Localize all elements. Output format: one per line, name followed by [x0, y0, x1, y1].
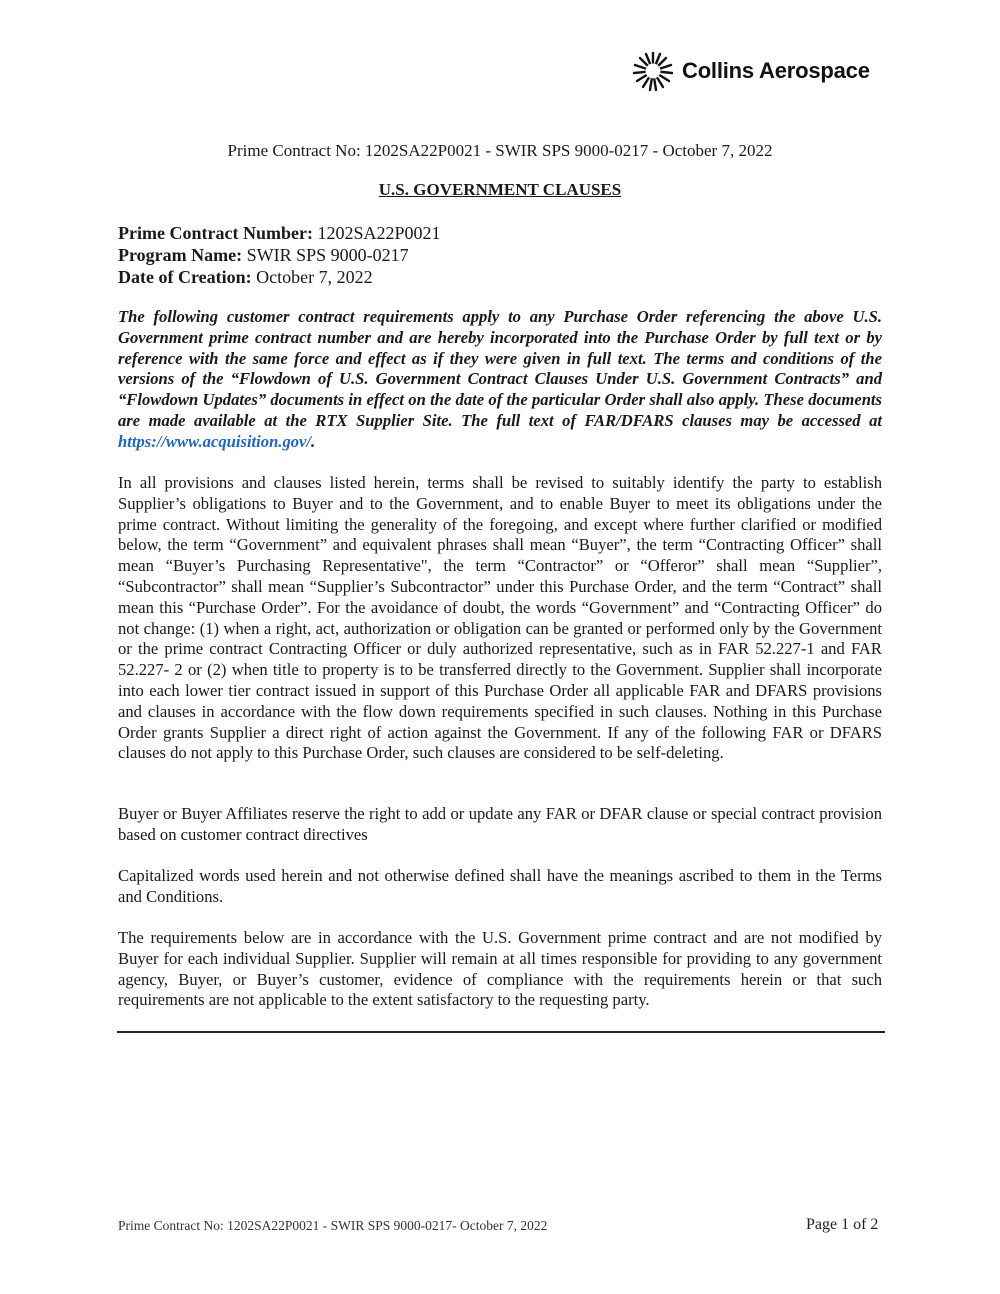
prime-contract-value: 1202SA22P0021 — [312, 223, 441, 243]
intro-paragraph — [118, 307, 882, 453]
capitalized-words-paragraph: Capitalized words used herein and not otherwise defined shall have the meanings ascribed to them in the Terms and Conditions. — [118, 866, 882, 906]
footer-contract-line: Prime Contract No: 1202SA22P0021 - SWIR SPS 9000-0217- October 7, 2022 — [118, 1218, 548, 1233]
sunburst-icon — [630, 50, 676, 92]
date-of-creation-row — [118, 266, 440, 288]
header-contract-line: Prime Contract No: 1202SA22P0021 - SWIR SPS 9000-0217 - October 7, 2022 — [227, 141, 773, 160]
acquisition-link[interactable]: https://www.acquisition.gov/ — [118, 431, 312, 451]
page-number: Page 1 of 2 — [806, 1216, 879, 1233]
program-name-value: SWIR SPS 9000-0217 — [242, 245, 409, 265]
prime-contract-row — [118, 222, 440, 244]
title-text: U.S. GOVERNMENT CLAUSES — [378, 180, 622, 199]
requirements-paragraph: The requirements below are in accordance with the U.S. Government prime contract and are not modified by Buyer for each individual Supplier. Supplier will remain at all times responsible for providing to any government agency, Buyer, or Buyer’s customer, evidence of compliance with the requirements herein or that such requirements are not applicable to the extent satisfactory to the requesting party. — [118, 928, 882, 1010]
date-of-creation-value: October 7, 2022 — [251, 267, 373, 287]
page-title — [118, 180, 882, 200]
company-logo — [630, 50, 870, 92]
section-divider — [117, 1031, 885, 1033]
definitions-paragraph: In all provisions and clauses listed herein, terms shall be revised to suitably identify the party to establish Supplier’s obligations to Buyer and to the Government, and to enable Buyer to meet its obligations under the prime contract. Without limiting the generality of the foregoing, and except where further clarified or modified below, the term “Government” and equivalent phrases shall mean “Buyer”, the term “Contracting Officer” shall mean “Buyer’s Purchasing Representative", the term “Contractor” or “Offeror” shall mean “Supplier”, “Subcontractor” shall mean “Supplier’s Subcontractor” under this Purchase Order, and the term “Contract” shall mean this “Purchase Order”. For the avoidance of doubt, the words “Government” and “Contracting Officer” do not change: (1) when a right, act, authorization or obligation can be granted or performed only by the Government or the prime contract Contracting Officer or duly authorized representative, such as in FAR 52.227-1 and FAR 52.227- 2 or (2) when title to property is to be transferred directly to the Government. Supplier shall incorporate into each lower tier contract issued in support of this Purchase Order all applicable FAR and DFARS provisions and clauses in accordance with the flow down requirements specified in such clauses. Nothing in this Purchase Order grants Supplier a direct right of action against the Government. If any of the following FAR or DFARS clauses do not apply to this Purchase Order, such clauses are considered to be self-deleting. — [118, 473, 882, 763]
contract-meta — [118, 222, 440, 288]
intro-text: The following customer contract requirements apply to any Purchase Order referencing the above U.S. Government prime contract number and are hereby incorporated into the Purchase Order by full text or by reference with the same force and effect as if they were given in full text. The terms and conditions of the versions of the “Flowdown of U.S. Government Contract Clauses Under U.S. Government Contracts” and “Flowdown Updates” documents in effect on the date of the particular Order shall also apply. These documents are made available at the RTX Supplier Site. The full text of FAR/DFARS clauses may be accessed at — [118, 307, 882, 430]
buyer-rights-paragraph: Buyer or Buyer Affiliates reserve the right to add or update any FAR or DFAR clause or special contract provision based on customer contract directives — [118, 804, 882, 844]
prime-contract-label: Prime Contract Number: — [118, 223, 313, 243]
intro-period: . — [311, 431, 316, 451]
program-name-label: Program Name: — [118, 245, 243, 265]
logo-wordmark: Collins Aerospace — [682, 58, 870, 83]
date-of-creation-label: Date of Creation: — [118, 267, 252, 287]
program-name-row — [118, 244, 440, 266]
